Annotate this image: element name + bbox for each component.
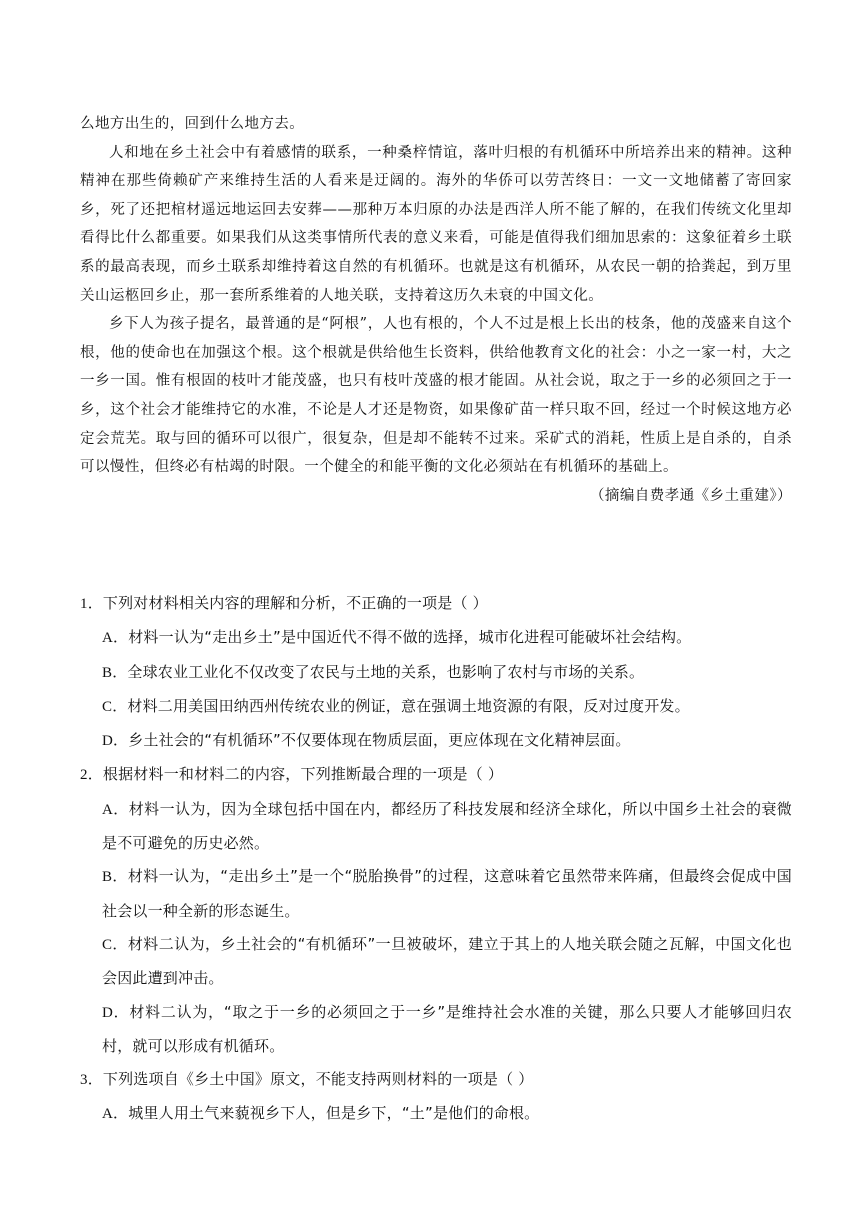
question-stem xyxy=(80,1063,792,1097)
option-c xyxy=(80,928,792,996)
option-text: 材料一认为“走出乡土”是中国近代不得不做的选择，城市化进程可能破坏社会结构。 xyxy=(128,628,692,647)
question-stem xyxy=(80,587,792,621)
option-text: 城里人用土气来藐视乡下人，但是乡下，“土”是他们的命根。 xyxy=(128,1104,540,1123)
passage-paragraph: 么地方出生的，回到什么地方去。 xyxy=(80,116,305,132)
question-2 xyxy=(80,758,792,1063)
option-c xyxy=(80,690,792,724)
passage-source: （摘编自费孝通《乡土重建》） xyxy=(589,487,792,504)
question-text: 根据材料一和材料二的内容，下列推断最合理的一项是（ ） xyxy=(102,765,504,784)
question-stem xyxy=(80,758,792,792)
option-text: 材料一认为，因为全球包括中国在内，都经历了科技发展和经济全球化，所以中国乡土社会的衰微是不可避免的历史必然。 xyxy=(102,799,793,853)
question-number: 2． xyxy=(80,767,103,784)
option-a xyxy=(80,621,792,655)
reading-passage xyxy=(80,110,792,510)
option-d xyxy=(80,724,792,758)
passage-paragraph: 人和地在乡土社会中有着感情的联系，一种桑梓情谊，落叶归根的有机循环中所培养出来的精神。这种精神在那些倚赖矿产来维持生活的人看来是迂阔的。海外的华侨可以劳苦终日：一文一文地储蓄了寄回家乡，死了还把棺材遥远地运回去安葬——那种万本归原的办法是西洋人所不能了解的，在我们传统文化里却看得比什么都重要。如果我们从这类事情所代表的意义来看，可能是值得我们细加思索的：这象征着乡土联系的最高表现，而乡土联系却维持着这自然的有机循环。也就是这有机循环，从农民一朝的拾粪起，到万里关山运柩回乡止，那一套所系维着的人地关联，支持着这历久未衰的中国文化。 xyxy=(80,144,792,304)
option-text: 材料二用美国田纳西州传统农业的例证，意在强调土地资源的有限，反对过度开发。 xyxy=(127,696,690,715)
option-letter: D． xyxy=(102,733,129,750)
option-text: 乡土社会的“有机循环”不仅要体现在物质层面，更应体现在文化精神层面。 xyxy=(128,731,631,750)
question-list xyxy=(80,587,792,1132)
question-text: 下列选项自《乡土中国》原文，不能支持两则材料的一项是（ ） xyxy=(102,1070,534,1089)
option-letter: D． xyxy=(102,1004,130,1021)
option-letter: B． xyxy=(102,869,128,886)
option-letter: B． xyxy=(102,664,128,681)
option-b xyxy=(80,860,792,928)
option-d xyxy=(80,996,792,1064)
question-3 xyxy=(80,1063,792,1132)
passage-paragraph: 乡下人为孩子提名，最普通的是“阿根”，人也有根的，个人不过是根上长出的枝条，他的茂盛来自这个根，他的使命也在加强这个根。这个根就是供给他生长资料，供给他教育文化的社会：小之一家一村，大之一乡一国。惟有根固的枝叶才能茂盛，也只有枝叶茂盛的根才能固。从社会说，取之于一乡的必须回之于一乡，这个社会才能维持它的水准，不论是人才还是物资，如果像矿苗一样只取不回，经过一个时候这地方必定会荒芜。取与回的循环可以很广，很复杂，但是却不能转不过来。采矿式的消耗，性质上是自杀的，自杀可以慢性，但终必有枯竭的时限。一个健全的和能平衡的文化必须站在有机循环的基础上。 xyxy=(80,316,792,476)
question-number: 1． xyxy=(80,596,103,612)
option-b xyxy=(80,656,792,690)
option-letter: C． xyxy=(102,936,128,953)
option-a xyxy=(80,1097,792,1131)
option-letter: C． xyxy=(102,698,128,715)
option-text: 全球农业工业化不仅改变了农民与土地的关系，也影响了农村与市场的关系。 xyxy=(127,662,645,681)
option-text: 材料一认为，“走出乡土”是一个“脱胎换骨”的过程，这意味着它虽然带来阵痛，但最终会促成中国社会以一种全新的形态诞生。 xyxy=(102,867,793,920)
question-text: 下列对材料相关内容的理解和分析，不正确的一项是（ ） xyxy=(102,594,488,612)
option-a xyxy=(80,793,792,861)
question-1 xyxy=(80,587,792,758)
option-text: 材料二认为，“取之于一乡的必须回之于一乡”是维持社会水准的关键，那么只要人才能够回归农村，就可以形成有机循环。 xyxy=(102,1002,792,1055)
option-text: 材料二认为，乡土社会的“有机循环”一旦被破坏，建立于其上的人地关联会随之瓦解，中国文化也会因此遭到冲击。 xyxy=(102,934,793,988)
option-letter: A． xyxy=(102,1106,129,1123)
option-letter: A． xyxy=(102,801,129,818)
question-number: 3． xyxy=(80,1072,103,1089)
option-letter: A． xyxy=(102,630,129,647)
